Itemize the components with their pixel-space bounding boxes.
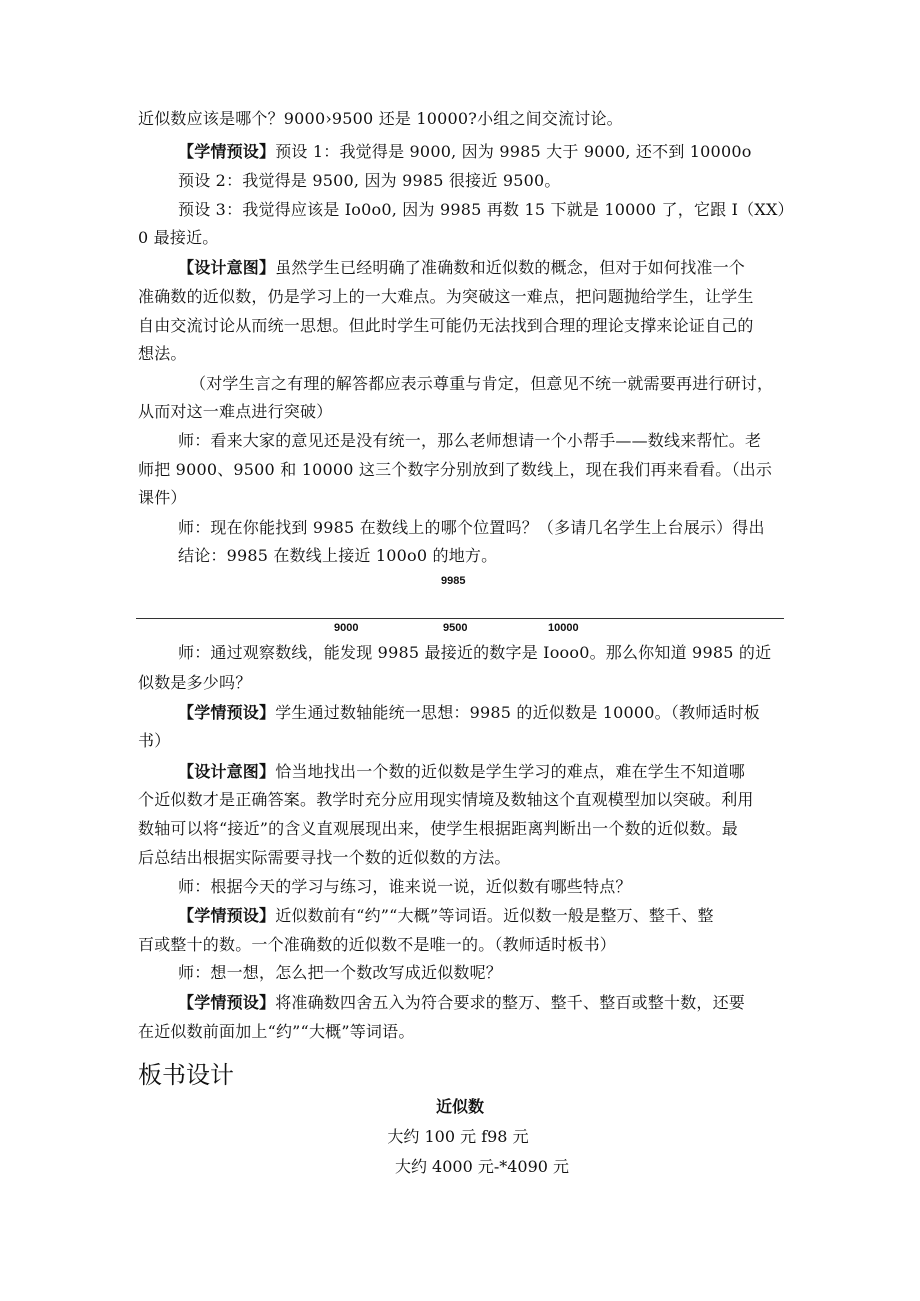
paragraph-line: 师：通过观察数线，能发现 9985 最接近的数字是 Iooo0。那么你知道 9985 的近	[178, 643, 772, 662]
board-design-heading: 板书设计	[138, 1061, 234, 1089]
paragraph-line: 结论：9985 在数线上接近 100o0 的地方。	[178, 546, 498, 565]
paragraph-line: 个近似数才是正确答案。教学时充分应用现实情境及数轴这个直观模型加以突破。利用	[138, 790, 754, 809]
paragraph-line: 书）	[138, 731, 171, 750]
paragraph-line: 师：想一想，怎么把一个数改写成近似数呢？	[178, 963, 503, 982]
number-line	[136, 618, 784, 619]
paragraph-line: 预设 2：我觉得是 9500, 因为 9985 很接近 9500。	[178, 171, 561, 190]
label-sheji-yitu: 【设计意图】	[178, 258, 276, 277]
paragraph-line: 师：根据今天的学习与练习，谁来说一说，近似数有哪些特点？	[178, 877, 632, 896]
board-line: 大约 100 元 f98 元	[387, 1127, 529, 1146]
paragraph-line: 【学情预设】将准确数四舍五入为符合要求的整万、整千、整百或整十数，还要	[178, 993, 746, 1012]
label-xueqing-yushe: 【学情预设】	[178, 906, 276, 925]
paragraph-line: 似数是多少吗？	[138, 673, 252, 692]
paragraph-line: 师：现在你能找到 9985 在数线上的哪个位置吗？（多请几名学生上台展示）得出	[178, 518, 765, 537]
paragraph-line: 【学情预设】近似数前有“约”“大概”等词语。近似数一般是整万、整千、整	[178, 906, 714, 925]
paragraph-line: 准确数的近似数，仍是学习上的一大难点。为突破这一难点，把问题抛给学生，让学生	[138, 287, 754, 306]
paragraph-line: 师：看来大家的意见还是没有统一，那么老师想请一个小帮手——数线来帮忙。老	[178, 431, 762, 450]
label-xueqing-yushe: 【学情预设】	[178, 142, 276, 161]
number-line-tick: 10000	[548, 622, 579, 634]
paragraph-line: 近似数应该是哪个？9000›9500 还是 10000?小组之间交流讨论。	[138, 109, 623, 128]
paragraph-line: 【学情预设】预设 1：我觉得是 9000, 因为 9985 大于 9000, 还不到 10000o	[178, 142, 752, 161]
paragraph-line: （对学生言之有理的解答都应表示尊重与肯定，但意见不统一就需要再进行研讨，	[190, 374, 774, 393]
number-line-marker: 9985	[441, 575, 466, 587]
paragraph-line: 想法。	[138, 344, 187, 363]
label-xueqing-yushe: 【学情预设】	[178, 993, 276, 1012]
paragraph-line: 课件）	[138, 488, 187, 507]
paragraph-line: 百或整十的数。一个准确数的近似数不是唯一的。（教师适时板书）	[138, 935, 617, 954]
paragraph-line: 0 最接近。	[138, 228, 219, 247]
paragraph-line: 自由交流讨论从而统一思想。但此时学生可能仍无法找到合理的理论支撑来论证自己的	[138, 316, 754, 335]
label-xueqing-yushe: 【学情预设】	[178, 703, 276, 722]
number-line-tick: 9500	[443, 622, 468, 634]
number-line-tick: 9000	[334, 622, 359, 634]
label-sheji-yitu: 【设计意图】	[178, 762, 276, 781]
paragraph-line: 【设计意图】虽然学生已经明确了准确数和近似数的概念，但对于如何找准一个	[178, 258, 746, 277]
paragraph-line: 预设 3：我觉得应该是 Io0o0, 因为 9985 再数 15 下就是 10000 了，它跟 I（XX）	[178, 200, 794, 219]
paragraph-line: 师把 9000、9500 和 10000 这三个数字分别放到了数线上，现在我们再来看看。（出示	[138, 460, 773, 479]
paragraph-line: 在近似数前面加上“约”“大概”等词语。	[138, 1022, 415, 1041]
board-title: 近似数	[435, 1097, 484, 1116]
board-line: 大约 4000 元-*4090 元	[394, 1157, 570, 1176]
paragraph-line: 从而对这一难点进行突破）	[138, 402, 333, 421]
paragraph-line: 【学情预设】学生通过数轴能统一思想：9985 的近似数是 10000。（教师适时板	[178, 703, 760, 722]
paragraph-line: 后总结出根据实际需要寻找一个数的近似数的方法。	[138, 848, 511, 867]
paragraph-line: 数轴可以将“接近”的含义直观展现出来，使学生根据距离判断出一个数的近似数。最	[138, 819, 738, 838]
paragraph-line: 【设计意图】恰当地找出一个数的近似数是学生学习的难点，难在学生不知道哪	[178, 762, 746, 781]
